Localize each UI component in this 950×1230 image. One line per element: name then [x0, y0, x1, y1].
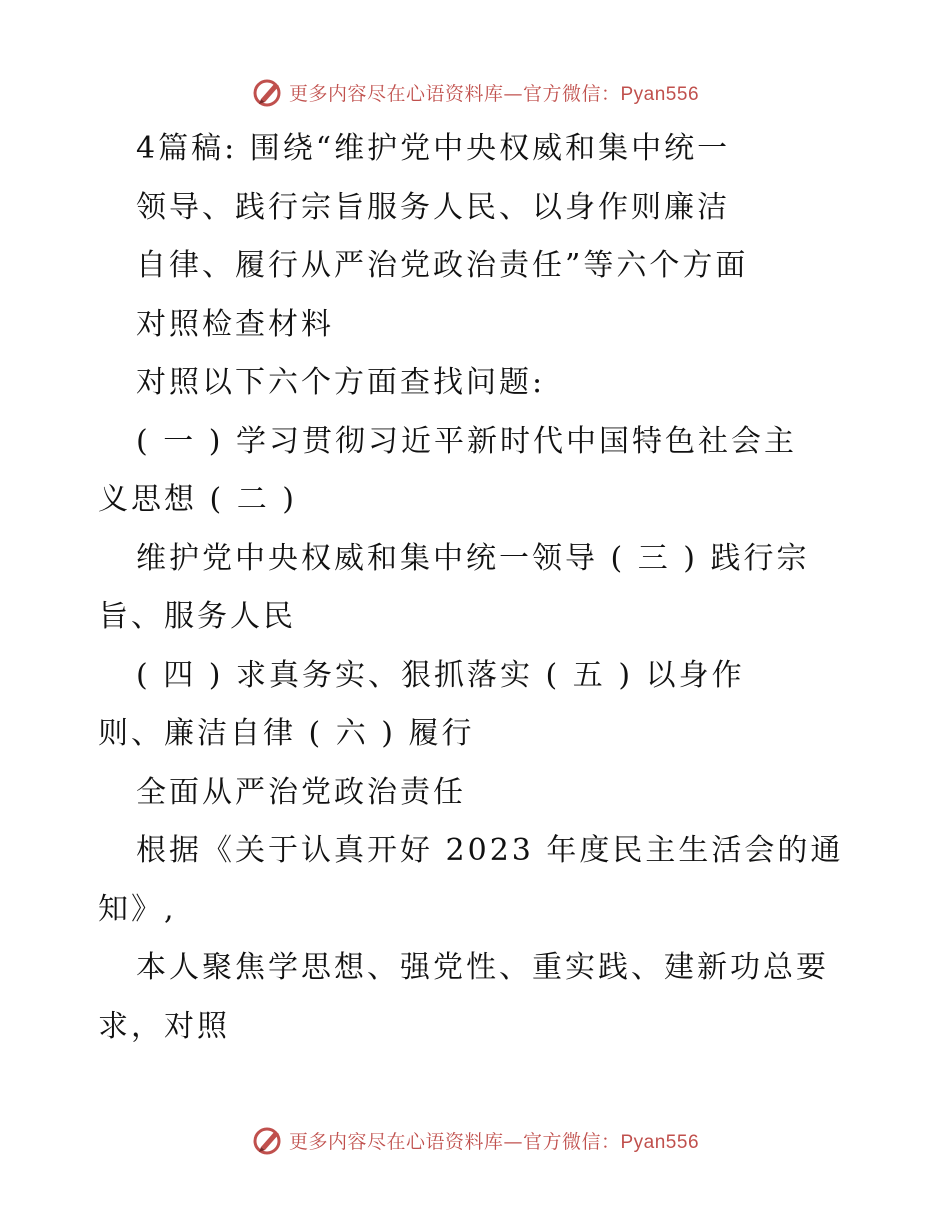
footer-banner	[0, 1118, 950, 1162]
paragraph-line: ( 四 ) 求真务实、狠抓落实 ( 五 ) 以身作	[136, 657, 745, 693]
paragraph-line: ( 一 ) 学习贯彻习近平新时代中国特色社会主	[136, 423, 798, 459]
banner-text: 更多内容尽在心语资料库—官方微信：Pyan556	[288, 82, 700, 105]
paragraph-line: 本人聚焦学思想、强党性、重实践、建新功总要	[136, 950, 829, 985]
paragraph-line: 根据《关于认真开好 2023 年度民主生活会的通	[136, 833, 844, 868]
paragraph-line: 4篇稿: 围绕“维护党中央权威和集中统一	[136, 131, 731, 166]
banner-text: 更多内容尽在心语资料库—官方微信：Pyan556	[288, 1130, 700, 1153]
pen-logo-icon	[251, 1123, 285, 1157]
header-banner	[0, 70, 950, 114]
pen-logo-icon	[251, 75, 285, 109]
document-body	[98, 120, 858, 1056]
paragraph-line: 对照检查材料	[136, 306, 334, 342]
paragraph-line: 义思想 ( 二 )	[98, 482, 298, 517]
paragraph-line: 自律、履行从严治党政治责任”等六个方面	[136, 248, 749, 283]
paragraph-line: 则、廉洁自律 ( 六 ) 履行	[98, 716, 475, 751]
paragraph-line: 求，对照	[98, 1008, 230, 1044]
paragraph-line: 知》,	[98, 891, 177, 927]
paragraph-line: 全面从严治党政治责任	[136, 774, 466, 810]
paragraph-line: 领导、践行宗旨服务人民、以身作则廉洁	[136, 189, 730, 225]
paragraph-line: 对照以下六个方面查找问题:	[136, 365, 546, 400]
paragraph-line: 旨、服务人民	[98, 599, 296, 634]
paragraph-line: 维护党中央权威和集中统一领导 ( 三 ) 践行宗	[136, 540, 810, 576]
